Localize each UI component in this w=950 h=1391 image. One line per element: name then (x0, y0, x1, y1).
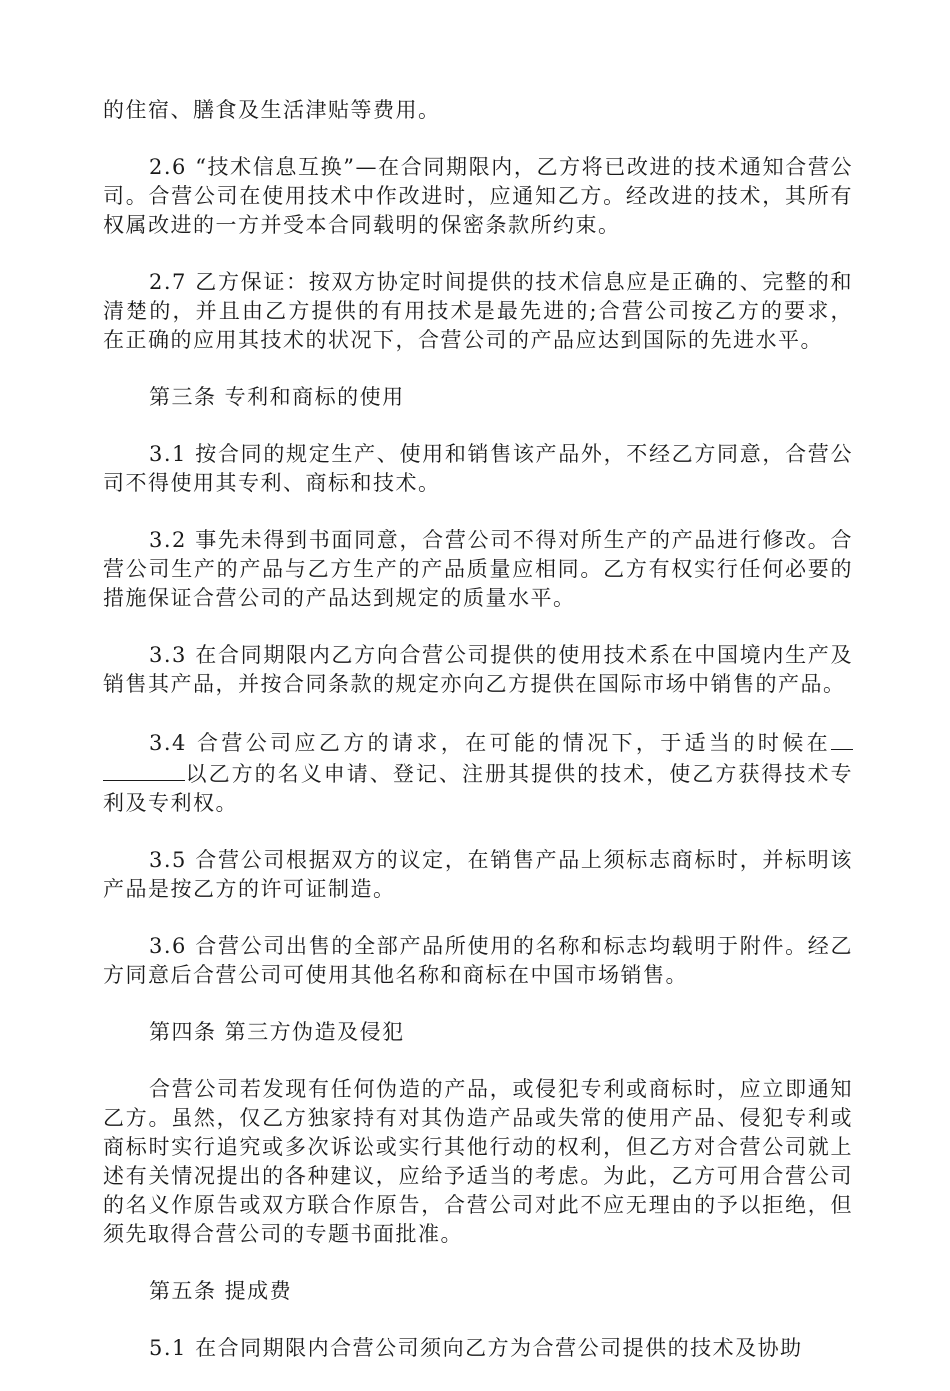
clause-2-6: 2.6 “技术信息互换”—在合同期限内，乙方将已改进的技术通知合营公司。合营公司在使用技术中作改进时，应通知乙方。经改进的技术，其所有权属改进的一方并受本合同载明的保密条款所约束。 (103, 155, 853, 237)
article-4-body: 合营公司若发现有任何伪造的产品，或侵犯专利或商标时，应立即通知乙方。虽然，仅乙方独家持有对其伪造产品或失常的使用产品、侵犯专利或商标时实行追究或多次诉讼或实行其他行动的权利，但乙方对合营公司就上述有关情况提出的各种建议，应给予适当的考虑。为此，乙方可用合营公司的名义作原告或双方联合作原告，合营公司对此不应无理由的予以拒绝，但须先取得合营公司的专题书面批准。 (103, 1077, 853, 1246)
clause-3-2: 3.2 事先未得到书面同意，合营公司不得对所生产的产品进行修改。合营公司生产的产品与乙方生产的产品质量应相同。乙方有权实行任何必要的措施保证合营公司的产品达到规定的质量水平。 (103, 528, 853, 610)
article-5-heading: 第五条 提成费 (149, 1279, 293, 1303)
clause-3-4-part-a: 3.4 合营公司应乙方的请求，在可能的情况下，于适当的时候在 (149, 731, 831, 755)
article-4-heading: 第四条 第三方伪造及侵犯 (149, 1020, 405, 1044)
clause-3-4 (103, 727, 853, 818)
paragraph-continuation: 的住宿、膳食及生活津贴等费用。 (103, 98, 441, 122)
fill-in-blank (831, 727, 853, 750)
clause-5-1: 5.1 在合同期限内合营公司须向乙方为合营公司提供的技术及协助 (149, 1336, 803, 1360)
fill-in-blank (103, 758, 185, 781)
clause-2-7: 2.7 乙方保证：按双方协定时间提供的技术信息应是正确的、完整的和清楚的，并且由乙方提供的有用技术是最先进的;合营公司按乙方的要求，在正确的应用其技术的状况下，合营公司的产品应达到国际的先进水平。 (103, 270, 853, 352)
clause-3-6: 3.6 合营公司出售的全部产品所使用的名称和标志均载明于附件。经乙方同意后合营公司可使用其他名称和商标在中国市场销售。 (103, 934, 853, 987)
article-3-heading: 第三条 专利和商标的使用 (149, 385, 405, 409)
clause-3-1: 3.1 按合同的规定生产、使用和销售该产品外，不经乙方同意，合营公司不得使用其专利、商标和技术。 (103, 442, 853, 495)
clause-3-4-part-b: 以乙方的名义申请、登记、注册其提供的技术，使乙方获得技术专利及专利权。 (103, 762, 853, 815)
clause-3-3: 3.3 在合同期限内乙方向合营公司提供的使用技术系在中国境内生产及销售其产品，并按合同条款的规定亦向乙方提供在国际市场中销售的产品。 (103, 643, 853, 696)
document-page (103, 96, 853, 1391)
clause-3-5: 3.5 合营公司根据双方的议定，在销售产品上须标志商标时，并标明该产品是按乙方的许可证制造。 (103, 848, 853, 901)
